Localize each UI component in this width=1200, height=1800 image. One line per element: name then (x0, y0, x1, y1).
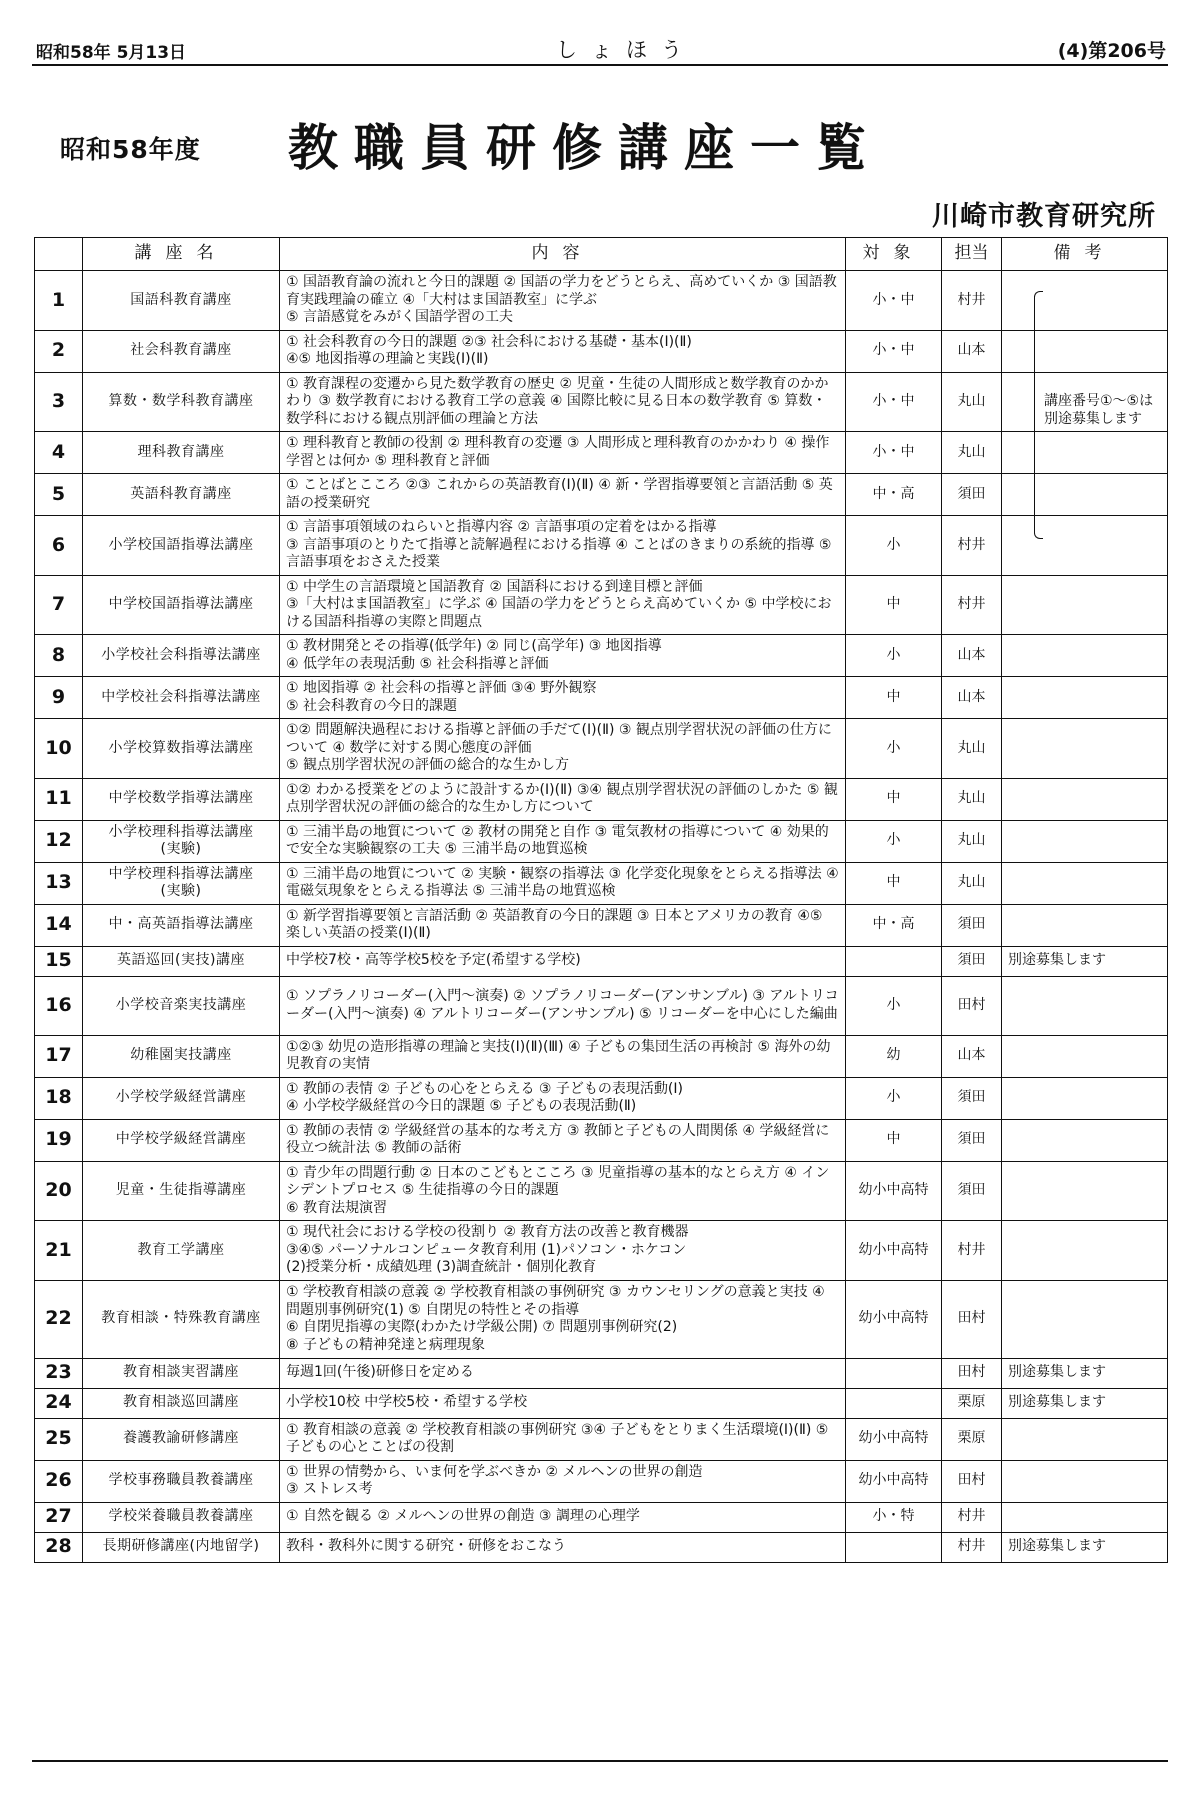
row-content: ① 学校教育相談の意義 ② 学校教育相談の事例研究 ③ カウンセリングの意義と実技 ④ 問題別事例研究(1) ⑤ 自閉児の特性とその指導 ⑥ 自閉児指導の実際(わかたけ学級公開) ⑦ 問題別事例研究(2) ⑧ 子どもの精神発達と病理現象 (280, 1280, 846, 1358)
row-course-name: 算数・数学科教育講座 (83, 372, 280, 432)
row-course-name: 学校栄養職員教養講座 (83, 1502, 280, 1532)
row-teacher: 丸山 (942, 778, 1002, 820)
header-target: 対象 (846, 238, 942, 271)
row-teacher: 栗原 (942, 1418, 1002, 1460)
row-target: 中 (846, 575, 942, 635)
row-teacher: 須田 (942, 1161, 1002, 1221)
course-table (34, 237, 1168, 1563)
row-content: ① 三浦半島の地質について ② 教材の開発と自作 ③ 電気教材の指導について ④ 効果的で安全な実験観察の工夫 ⑤ 三浦半島の地質巡検 (280, 820, 846, 862)
row-remarks: 別途募集します (1002, 946, 1168, 976)
row-target: 中 (846, 677, 942, 719)
row-remarks: 別途募集します (1002, 1388, 1168, 1418)
brace-note: 講座番号①〜⑤は別途募集します (1044, 393, 1154, 427)
row-target: 小 (846, 516, 942, 576)
row-number: 10 (35, 719, 83, 779)
row-remarks (1002, 1460, 1168, 1502)
row-course-name: 中・高英語指導法講座 (83, 904, 280, 946)
table-row (35, 372, 1168, 432)
row-target (846, 1388, 942, 1418)
row-target: 幼小中高特 (846, 1221, 942, 1281)
row-content: ① 中学生の言語環境と国語教育 ② 国語科における到達目標と評価 ③「大村はま国語教室」に学ぶ ④ 国語の学力をどうとらえ高めていくか ⑤ 中学校における国語科指導の実際と問題点 (280, 575, 846, 635)
row-target: 小 (846, 976, 942, 1035)
row-remarks (1002, 719, 1168, 779)
row-teacher: 山本 (942, 1035, 1002, 1077)
row-target: 幼 (846, 1035, 942, 1077)
table-row (35, 330, 1168, 372)
row-remarks (1002, 271, 1168, 331)
header-course-name: 講座名 (83, 238, 280, 271)
row-number: 3 (35, 372, 83, 432)
row-course-name: 中学校数学指導法講座 (83, 778, 280, 820)
row-teacher: 丸山 (942, 862, 1002, 904)
issue-number: (4)第206号 (1057, 40, 1166, 62)
table-row (35, 1077, 1168, 1119)
row-target: 中 (846, 1119, 942, 1161)
row-number: 2 (35, 330, 83, 372)
row-target: 小・特 (846, 1502, 942, 1532)
row-teacher: 村井 (942, 1532, 1002, 1562)
row-remarks (1002, 432, 1168, 474)
row-target (846, 1358, 942, 1388)
row-teacher: 丸山 (942, 820, 1002, 862)
row-target (846, 946, 942, 976)
header-number (35, 238, 83, 271)
row-target: 小 (846, 820, 942, 862)
row-course-name: 英語科教育講座 (83, 474, 280, 516)
row-target: 幼小中高特 (846, 1460, 942, 1502)
row-remarks (1002, 1077, 1168, 1119)
row-number: 5 (35, 474, 83, 516)
row-remarks (1002, 635, 1168, 677)
row-course-name: 中学校国語指導法講座 (83, 575, 280, 635)
row-course-name: 教育相談・特殊教育講座 (83, 1280, 280, 1358)
issue-date: 昭和58年 5月13日 (36, 43, 187, 63)
row-target: 小 (846, 719, 942, 779)
row-number: 17 (35, 1035, 83, 1077)
row-content: ① 理科教育と教師の役割 ② 理科教育の変遷 ③ 人間形成と理科教育のかかわり ④ 操作学習とは何か ⑤ 理科教育と評価 (280, 432, 846, 474)
row-teacher: 田村 (942, 976, 1002, 1035)
table-row (35, 1532, 1168, 1562)
row-target: 中・高 (846, 904, 942, 946)
row-content: ① 三浦半島の地質について ② 実験・観察の指導法 ③ 化学変化現象をとらえる指導法 ④ 電磁気現象をとらえる指導法 ⑤ 三浦半島の地質巡検 (280, 862, 846, 904)
row-number: 7 (35, 575, 83, 635)
table-row (35, 575, 1168, 635)
row-course-name: 社会科教育講座 (83, 330, 280, 372)
row-content: ① 教師の表情 ② 子どもの心をとらえる ③ 子どもの表現活動(Ⅰ) ④ 小学校学級経営の今日的課題 ⑤ 子どもの表現活動(Ⅱ) (280, 1077, 846, 1119)
row-target: 幼小中高特 (846, 1161, 942, 1221)
row-number: 28 (35, 1532, 83, 1562)
table-row (35, 1418, 1168, 1460)
table-row (35, 1161, 1168, 1221)
row-number: 25 (35, 1418, 83, 1460)
table-row (35, 976, 1168, 1035)
row-number: 6 (35, 516, 83, 576)
row-number: 26 (35, 1460, 83, 1502)
table-row (35, 635, 1168, 677)
row-target: 中 (846, 862, 942, 904)
table-row (35, 1280, 1168, 1358)
row-teacher: 須田 (942, 904, 1002, 946)
row-course-name: 理科教育講座 (83, 432, 280, 474)
table-row (35, 946, 1168, 976)
row-course-name: 小学校国語指導法講座 (83, 516, 280, 576)
row-course-name: 小学校学級経営講座 (83, 1077, 280, 1119)
row-course-name: 中学校学級経営講座 (83, 1119, 280, 1161)
row-remarks (1002, 1119, 1168, 1161)
row-teacher: 栗原 (942, 1388, 1002, 1418)
row-content: ① 言語事項領域のねらいと指導内容 ② 言語事項の定着をはかる指導 ③ 言語事項のとりたて指導と読解過程における指導 ④ ことばのきまりの系統的指導 ⑤ 言語事項をおさえた授業 (280, 516, 846, 576)
row-number: 1 (35, 271, 83, 331)
table-row (35, 1035, 1168, 1077)
table-row (35, 1358, 1168, 1388)
table-row (35, 1502, 1168, 1532)
row-target: 小・中 (846, 372, 942, 432)
row-teacher: 山本 (942, 635, 1002, 677)
row-course-name: 小学校社会科指導法講座 (83, 635, 280, 677)
row-teacher: 丸山 (942, 719, 1002, 779)
row-course-name: 学校事務職員教養講座 (83, 1460, 280, 1502)
row-teacher: 須田 (942, 946, 1002, 976)
table-row (35, 820, 1168, 862)
row-teacher: 村井 (942, 1221, 1002, 1281)
paper-name: しょほう (556, 38, 696, 62)
row-number: 20 (35, 1161, 83, 1221)
row-content: ① 教育課程の変遷から見た数学教育の歴史 ② 児童・生徒の人間形成と数学教育のかかわり ③ 数学教育における教育工学の意義 ④ 国際比較に見る日本の数学教育 ⑤ 算数・数学科における観点別評価の理論と方法 (280, 372, 846, 432)
row-remarks (1002, 976, 1168, 1035)
fiscal-year: 昭和58年度 (60, 135, 201, 164)
row-teacher: 須田 (942, 474, 1002, 516)
row-content: ① 新学習指導要領と言語活動 ② 英語教育の今日的課題 ③ 日本とアメリカの教育 ④⑤ 楽しい英語の授業(Ⅰ)(Ⅱ) (280, 904, 846, 946)
row-remarks (1002, 862, 1168, 904)
row-remarks (1002, 516, 1168, 576)
row-content: ① 自然を観る ② メルヘンの世界の創造 ③ 調理の心理学 (280, 1502, 846, 1532)
row-number: 9 (35, 677, 83, 719)
table-row (35, 1221, 1168, 1281)
row-course-name: 小学校理科指導法講座 (実験) (83, 820, 280, 862)
row-remarks (1002, 1502, 1168, 1532)
row-content: ① ソプラノリコーダー(入門〜演奏) ② ソプラノリコーダー(アンサンブル) ③ アルトリコーダー(入門〜演奏) ④ アルトリコーダー(アンサンブル) ⑤ リコーダーを中心にした編曲 (280, 976, 846, 1035)
row-number: 22 (35, 1280, 83, 1358)
row-target: 幼小中高特 (846, 1418, 942, 1460)
row-course-name: 長期研修講座(内地留学) (83, 1532, 280, 1562)
row-teacher: 村井 (942, 575, 1002, 635)
row-target: 中・高 (846, 474, 942, 516)
row-number: 11 (35, 778, 83, 820)
table-row (35, 862, 1168, 904)
row-number: 19 (35, 1119, 83, 1161)
row-remarks: 別途募集します (1002, 1358, 1168, 1388)
row-remarks (1002, 820, 1168, 862)
row-remarks (1002, 1280, 1168, 1358)
row-content: ①②③ 幼児の造形指導の理論と実技(Ⅰ)(Ⅱ)(Ⅲ) ④ 子どもの集団生活の再検討 ⑤ 海外の幼児教育の実情 (280, 1035, 846, 1077)
row-number: 4 (35, 432, 83, 474)
row-content: ① 青少年の問題行動 ② 日本のこどもとこころ ③ 児童指導の基本的なとらえ方 ④ インシデントプロセス ⑤ 生徒指導の今日的課題 ⑥ 教育法規演習 (280, 1161, 846, 1221)
row-target: 小 (846, 635, 942, 677)
row-remarks (1002, 778, 1168, 820)
row-number: 23 (35, 1358, 83, 1388)
row-course-name: 中学校理科指導法講座 (実験) (83, 862, 280, 904)
row-content: ① 国語教育論の流れと今日的課題 ② 国語の学力をどうとらえ、高めていくか ③ 国語教育実践理論の確立 ④「大村はま国語教室」に学ぶ ⑤ 言語感覚をみがく国語学習の工夫 (280, 271, 846, 331)
header-content: 内容 (280, 238, 846, 271)
row-teacher: 須田 (942, 1119, 1002, 1161)
row-course-name: 幼稚園実技講座 (83, 1035, 280, 1077)
row-content: ① ことばとこころ ②③ これからの英語教育(Ⅰ)(Ⅱ) ④ 新・学習指導要領と言語活動 ⑤ 英語の授業研究 (280, 474, 846, 516)
row-teacher: 田村 (942, 1460, 1002, 1502)
row-number: 24 (35, 1388, 83, 1418)
row-content: 中学校7校・高等学校5校を予定(希望する学校) (280, 946, 846, 976)
row-course-name: 教育相談実習講座 (83, 1358, 280, 1388)
table-row (35, 1119, 1168, 1161)
row-course-name: 教育相談巡回講座 (83, 1388, 280, 1418)
row-remarks (1002, 1161, 1168, 1221)
row-number: 14 (35, 904, 83, 946)
row-teacher: 田村 (942, 1280, 1002, 1358)
row-course-name: 中学校社会科指導法講座 (83, 677, 280, 719)
row-content: ① 地図指導 ② 社会科の指導と評価 ③④ 野外観察 ⑤ 社会科教育の今日的課題 (280, 677, 846, 719)
row-teacher: 山本 (942, 677, 1002, 719)
row-number: 8 (35, 635, 83, 677)
table-row (35, 1460, 1168, 1502)
row-number: 16 (35, 976, 83, 1035)
row-target: 小 (846, 1077, 942, 1119)
row-course-name: 小学校算数指導法講座 (83, 719, 280, 779)
row-remarks (1002, 1035, 1168, 1077)
row-number: 21 (35, 1221, 83, 1281)
row-remarks (1002, 330, 1168, 372)
row-teacher: 村井 (942, 271, 1002, 331)
row-course-name: 児童・生徒指導講座 (83, 1161, 280, 1221)
row-remarks (1002, 1418, 1168, 1460)
row-course-name: 英語巡回(実技)講座 (83, 946, 280, 976)
row-content: ① 世界の情勢から、いま何を学ぶべきか ② メルヘンの世界の創造 ③ ストレス考 (280, 1460, 846, 1502)
page-title: 教職員研修講座一覧 (288, 119, 882, 177)
table-row (35, 271, 1168, 331)
row-target: 幼小中高特 (846, 1280, 942, 1358)
row-number: 15 (35, 946, 83, 976)
header-remarks: 備考 (1002, 238, 1168, 271)
table-row (35, 474, 1168, 516)
footer-rule (32, 1760, 1168, 1762)
row-content: ①② わかる授業をどのように設計するか(Ⅰ)(Ⅱ) ③④ 観点別学習状況の評価のしかた ⑤ 観点別学習状況の評価の総合的な生かし方について (280, 778, 846, 820)
row-target: 小・中 (846, 271, 942, 331)
table-row (35, 719, 1168, 779)
row-content: 毎週1回(午後)研修日を定める (280, 1358, 846, 1388)
row-teacher: 田村 (942, 1358, 1002, 1388)
row-content: ① 社会科教育の今日的課題 ②③ 社会科における基礎・基本(Ⅰ)(Ⅱ) ④⑤ 地図指導の理論と実践(Ⅰ)(Ⅱ) (280, 330, 846, 372)
table-row (35, 432, 1168, 474)
row-remarks (1002, 474, 1168, 516)
row-course-name: 小学校音楽実技講座 (83, 976, 280, 1035)
row-remarks (1002, 904, 1168, 946)
row-remarks (1002, 677, 1168, 719)
row-target (846, 1532, 942, 1562)
row-target: 中 (846, 778, 942, 820)
header-rule (32, 64, 1168, 66)
row-remarks (1002, 575, 1168, 635)
row-content: ① 教材開発とその指導(低学年) ② 同じ(高学年) ③ 地図指導 ④ 低学年の表現活動 ⑤ 社会科指導と評価 (280, 635, 846, 677)
table-row (35, 677, 1168, 719)
row-teacher: 丸山 (942, 372, 1002, 432)
row-remarks (1002, 1221, 1168, 1281)
row-content: ① 現代社会における学校の役割り ② 教育方法の改善と教育機器 ③④⑤ パーソナルコンピュータ教育利用 (1)パソコン・ホケコン (2)授業分析・成績処理 (3)調査統計・個別化教育 (280, 1221, 846, 1281)
table-row (35, 1388, 1168, 1418)
row-number: 13 (35, 862, 83, 904)
page-header (36, 32, 1166, 62)
row-teacher: 山本 (942, 330, 1002, 372)
row-teacher: 村井 (942, 1502, 1002, 1532)
row-remarks: 別途募集します (1002, 1532, 1168, 1562)
row-teacher: 丸山 (942, 432, 1002, 474)
row-course-name: 国語科教育講座 (83, 271, 280, 331)
table-header-row (35, 238, 1168, 271)
table-row (35, 516, 1168, 576)
row-target: 小・中 (846, 330, 942, 372)
row-content: ① 教育相談の意義 ② 学校教育相談の事例研究 ③④ 子どもをとりまく生活環境(Ⅰ)(Ⅱ) ⑤ 子どもの心とことばの役割 (280, 1418, 846, 1460)
remarks-brace (1034, 291, 1043, 539)
row-content: 教科・教科外に関する研究・研修をおこなう (280, 1532, 846, 1562)
table-row (35, 778, 1168, 820)
row-content: ① 教師の表情 ② 学級経営の基本的な考え方 ③ 教師と子どもの人間関係 ④ 学級経営に役立つ統計法 ⑤ 教師の話術 (280, 1119, 846, 1161)
row-teacher: 村井 (942, 516, 1002, 576)
row-course-name: 養護教諭研修講座 (83, 1418, 280, 1460)
row-course-name: 教育工学講座 (83, 1221, 280, 1281)
row-number: 18 (35, 1077, 83, 1119)
row-target: 小・中 (846, 432, 942, 474)
row-content: 小学校10校 中学校5校・希望する学校 (280, 1388, 846, 1418)
header-teacher: 担当 (942, 238, 1002, 271)
row-number: 27 (35, 1502, 83, 1532)
row-teacher: 須田 (942, 1077, 1002, 1119)
row-number: 12 (35, 820, 83, 862)
organization-name: 川崎市教育研究所 (932, 201, 1156, 232)
row-content: ①② 問題解決過程における指導と評価の手だて(Ⅰ)(Ⅱ) ③ 観点別学習状況の評価の仕方について ④ 数学に対する関心態度の評価 ⑤ 観点別学習状況の評価の総合的な生かし方 (280, 719, 846, 779)
table-row (35, 904, 1168, 946)
